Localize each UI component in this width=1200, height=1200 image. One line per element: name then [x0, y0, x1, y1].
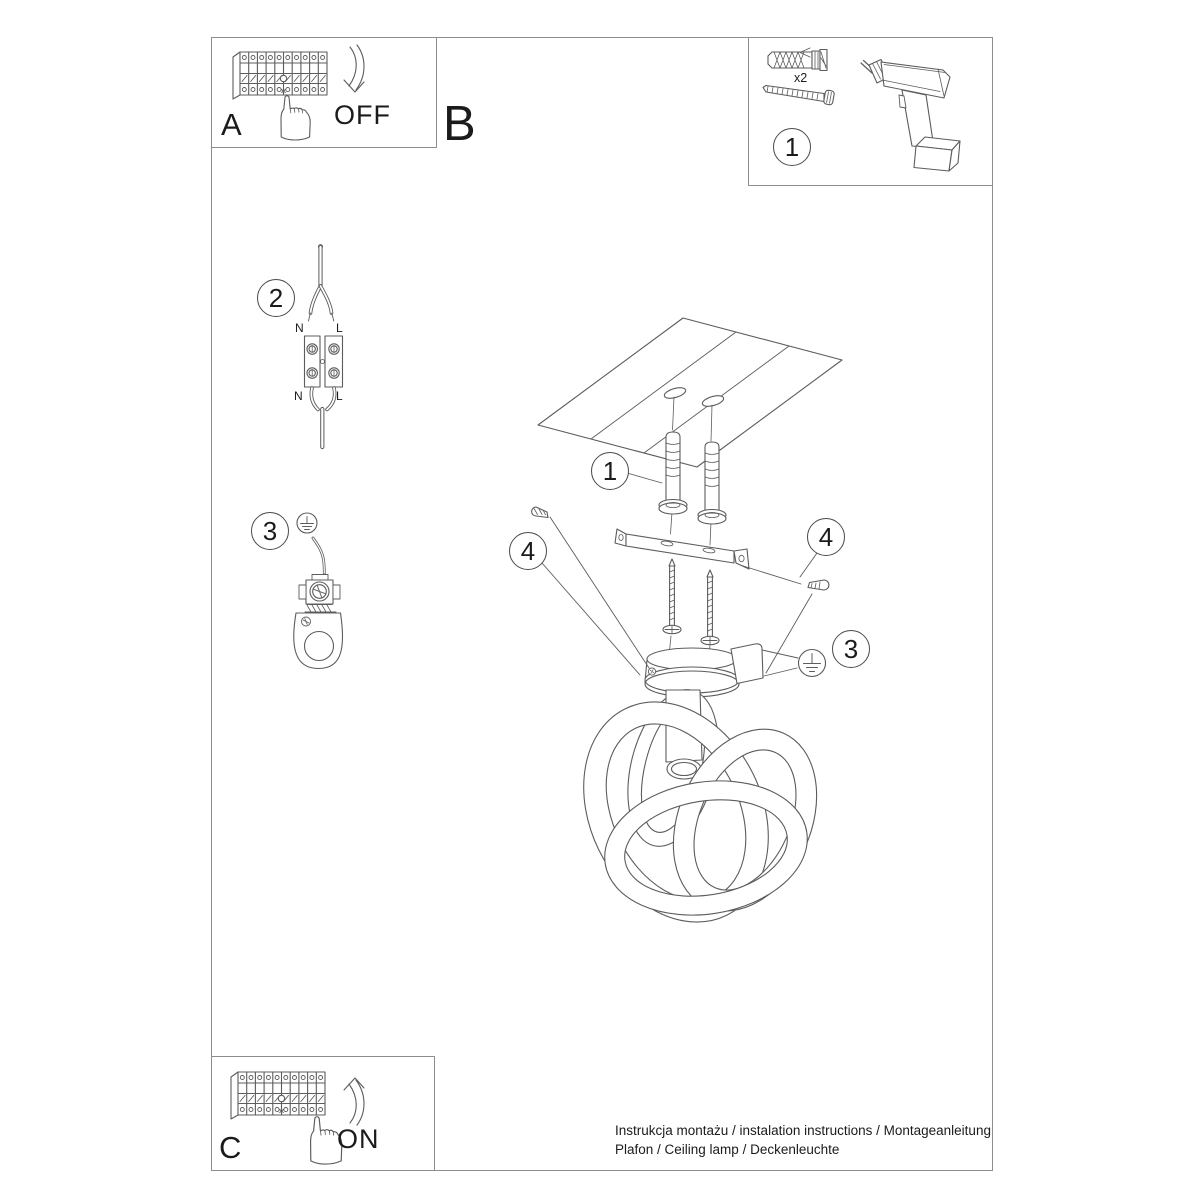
screw-part — [763, 86, 835, 106]
on-label: ON — [337, 1124, 380, 1154]
leader-badge1 — [627, 473, 662, 483]
footer-instructions-line: Instrukcja montażu / instalation instructions / Montageanleitung — [615, 1123, 991, 1138]
assembly-illustration — [532, 318, 844, 953]
step-c-label: C — [219, 1130, 242, 1165]
badge-screw-4-right: 4 — [807, 518, 845, 556]
anchor-quantity-label: x2 — [794, 71, 808, 85]
drill-tool — [861, 60, 960, 172]
wall-anchor-part — [768, 48, 827, 71]
side-screw-left — [532, 507, 548, 518]
wire-n-top-label: N — [295, 321, 304, 335]
badge-ground-3-side: 3 — [251, 512, 289, 550]
ground-step-illustration — [294, 513, 343, 669]
connector-illustration — [305, 245, 343, 447]
wire-l-top-label: L — [336, 321, 343, 335]
badge-ground-3-main: 3 — [832, 630, 870, 668]
lamp-cage — [548, 671, 844, 953]
ground-arm — [731, 644, 798, 684]
badge-screw-4-left: 4 — [509, 532, 547, 570]
wire-n-bottom-label: N — [294, 389, 303, 403]
step-b-label: B — [443, 97, 476, 151]
ceiling-panel — [538, 318, 842, 467]
side-screw-right — [808, 580, 829, 590]
long-screws — [663, 559, 719, 645]
step-a-label: A — [221, 107, 242, 142]
ground-icon — [297, 513, 317, 533]
footer-product-line: Plafon / Ceiling lamp / Deckenleuchte — [615, 1142, 840, 1157]
badge-parts-1: 1 — [773, 128, 811, 166]
off-label: OFF — [334, 100, 391, 130]
badge-anchors-1: 1 — [591, 452, 629, 490]
ground-icon-main — [799, 650, 826, 677]
mounting-bracket — [615, 529, 749, 569]
wire-l-bottom-label: L — [336, 389, 343, 403]
badge-connector-2: 2 — [257, 279, 295, 317]
